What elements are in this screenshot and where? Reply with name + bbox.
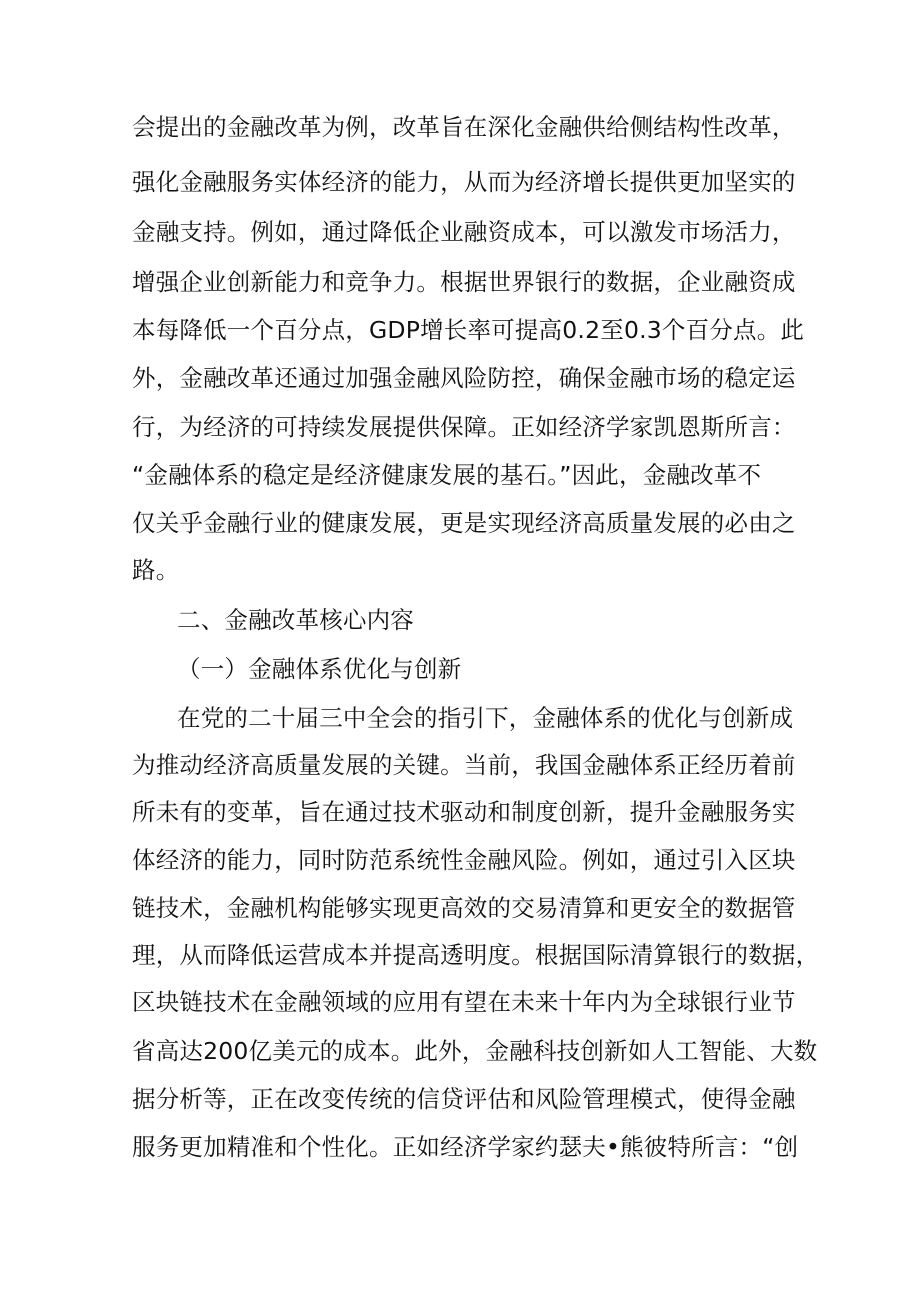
paragraph-line: 增强企业创新能力和竞争力。根据世界银行的数据，企业融资成	[132, 268, 796, 296]
paragraph-line: 外，金融改革还通过加强金融风险防控，确保金融市场的稳定运	[132, 364, 796, 392]
paragraph-line: 链技术，金融机构能够实现更高效的交易清算和更安全的数据管	[132, 894, 796, 922]
paragraph-line: 本每降低一个百分点，GDP增长率可提高0.2至0.3个百分点。此	[132, 316, 805, 344]
paragraph-line: 会提出的金融改革为例，改革旨在深化金融供给侧结构性改革，	[132, 113, 796, 141]
paragraph-line: 仅关乎金融行业的健康发展，更是实现经济高质量发展的必由之	[132, 509, 796, 537]
paragraph-line: “金融体系的稳定是经济健康发展的基石。”因此，金融改革不	[132, 461, 762, 489]
subsection-heading: （一）金融体系优化与创新	[177, 655, 462, 683]
paragraph-line: 金融支持。例如，通过降低企业融资成本，可以激发市场活力，	[132, 218, 796, 246]
paragraph-line: 据分析等，正在改变传统的信贷评估和风险管理模式，使得金融	[132, 1085, 796, 1113]
paragraph-line: 服务更加精准和个性化。正如经济学家约瑟夫•熊彼特所言：“创	[132, 1133, 799, 1161]
paragraph-line: 体经济的能力，同时防范系统性金融风险。例如，通过引入区块	[132, 846, 796, 874]
paragraph-line: 强化金融服务实体经济的能力，从而为经济增长提供更加坚实的	[132, 168, 796, 196]
paragraph-line: 行，为经济的可持续发展提供保障。正如经济学家凯恩斯所言：	[132, 413, 796, 441]
paragraph-line: 省高达200亿美元的成本。此外，金融科技创新如人工智能、大数	[132, 1037, 818, 1065]
section-heading: 二、金融改革核心内容	[177, 606, 414, 634]
paragraph-line: 路。	[132, 556, 180, 584]
paragraph-line: 为推动经济高质量发展的关键。当前，我国金融体系正经历着前	[132, 751, 796, 779]
paragraph-line: 理，从而降低运营成本并提高透明度。根据国际清算银行的数据，	[132, 941, 820, 969]
paragraph-line: 在党的二十届三中全会的指引下，金融体系的优化与创新成	[177, 704, 794, 732]
paragraph-line: 所未有的变革，旨在通过技术驱动和制度创新，提升金融服务实	[132, 798, 796, 826]
paragraph-line: 区块链技术在金融领域的应用有望在未来十年内为全球银行业节	[132, 988, 796, 1016]
